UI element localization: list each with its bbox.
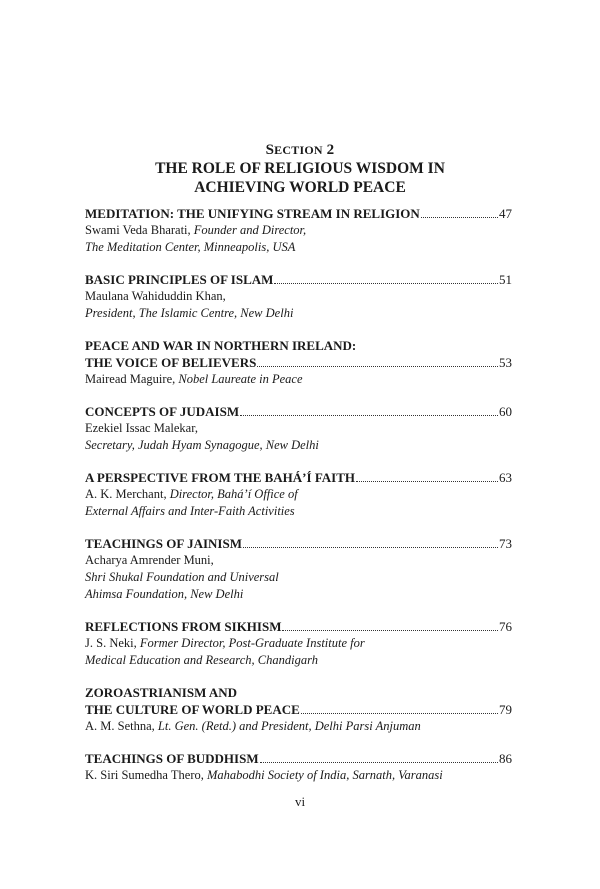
author-affiliation: Shri Shukal Foundation and Universal (85, 570, 279, 584)
toc-entry[interactable] (85, 750, 512, 784)
entry-page-number: 51 (499, 272, 512, 287)
toc-entry[interactable] (85, 271, 512, 322)
entry-page-number: 76 (499, 619, 512, 634)
entry-page-number: 73 (499, 536, 512, 551)
author-name: Maulana Wahiduddin Khan, (85, 289, 226, 303)
author-name: A. K. Merchant, (85, 487, 170, 501)
author-affiliation: Lt. Gen. (Retd.) and President, Delhi Parsi Anjuman (157, 719, 421, 733)
dot-leader (260, 762, 498, 763)
entry-author-line (85, 569, 512, 586)
dot-leader (282, 630, 498, 631)
entry-title-first-line: ZOROASTRIANISM AND (85, 685, 238, 700)
entry-title-line (85, 271, 512, 288)
dot-leader (240, 415, 498, 416)
dot-leader (243, 547, 498, 548)
entry-author-line (85, 222, 512, 239)
entry-title: MEDITATION: THE UNIFYING STREAM IN RELIGION (85, 206, 420, 221)
page-number: vi (294, 794, 306, 809)
section-label (0, 142, 600, 159)
author-affiliation: President, The Islamic Centre, New Delhi (85, 306, 294, 320)
author-affiliation: Director, Bahá’í Office of (169, 487, 298, 501)
section-title-line-2: ACHIEVING WORLD PEACE (194, 179, 406, 196)
section-header (0, 142, 600, 197)
entry-author-line (85, 437, 512, 454)
entry-author-line (85, 635, 512, 652)
entry-title-first-line: PEACE AND WAR IN NORTHERN IRELAND: (85, 338, 357, 353)
entry-title-line (85, 354, 512, 371)
entry-author-line (85, 486, 512, 503)
entry-page-number: 79 (499, 702, 512, 717)
entry-author-line (85, 503, 512, 520)
entry-title: THE VOICE OF BELIEVERS (85, 355, 257, 370)
toc-entry[interactable] (85, 205, 512, 256)
entry-title: TEACHINGS OF BUDDHISM (85, 751, 259, 766)
section-label-number: 2 (326, 142, 335, 158)
section-label-rest: ECTION (274, 143, 323, 157)
dot-leader (274, 283, 498, 284)
entry-title-line (85, 469, 512, 486)
dot-leader (356, 481, 498, 482)
entry-author-line (85, 420, 512, 437)
entry-title: BASIC PRINCIPLES OF ISLAM (85, 272, 274, 287)
author-name: Ezekiel Issac Malekar, (85, 421, 198, 435)
entry-title-line (85, 750, 512, 767)
entry-title-line (85, 618, 512, 635)
entry-title: TEACHINGS OF JAINISM (85, 536, 242, 551)
author-affiliation: Ahimsa Foundation, New Delhi (85, 587, 244, 601)
entry-title: CONCEPTS OF JUDAISM (85, 404, 240, 419)
toc-entry[interactable] (85, 403, 512, 454)
entry-author-line (85, 652, 512, 669)
toc-entry[interactable] (85, 337, 512, 388)
entry-author-line (85, 552, 512, 569)
dot-leader (301, 713, 498, 714)
author-name: A. M. Sethna, (85, 719, 158, 733)
entry-title: A PERSPECTIVE FROM THE BAHÁ’Í FAITH (85, 470, 356, 485)
entry-page-number: 60 (499, 404, 512, 419)
toc-entry[interactable] (85, 535, 512, 603)
author-name: K. Siri Sumedha Thero, (85, 768, 207, 782)
author-affiliation: Secretary, Judah Hyam Synagogue, New Delhi (85, 438, 319, 452)
entry-title-line (85, 535, 512, 552)
author-affiliation: Former Director, Post-Graduate Institute for (139, 636, 365, 650)
toc-entry[interactable] (85, 618, 512, 669)
entry-title-line (85, 205, 512, 222)
author-affiliation: Founder and Director, (193, 223, 307, 237)
author-affiliation: Mahabodhi Society of India, Sarnath, Varanasi (206, 768, 443, 782)
entry-author-line (85, 767, 512, 784)
dot-leader (257, 366, 498, 367)
author-affiliation: Medical Education and Research, Chandigarh (85, 653, 318, 667)
entry-title: THE CULTURE OF WORLD PEACE (85, 702, 300, 717)
entry-author-line (85, 371, 512, 388)
entry-author-line (85, 718, 512, 735)
entry-page-number: 86 (499, 751, 512, 766)
entry-title-line (85, 701, 512, 718)
author-name: Swami Veda Bharati, (85, 223, 194, 237)
toc-entry[interactable] (85, 469, 512, 520)
author-name: J. S. Neki, (85, 636, 140, 650)
toc-entry[interactable] (85, 684, 512, 735)
entry-page-number: 47 (499, 206, 512, 221)
author-affiliation: The Meditation Center, Minneapolis, USA (85, 240, 296, 254)
author-affiliation: Nobel Laureate in Peace (178, 372, 303, 386)
entry-page-number: 63 (499, 470, 512, 485)
table-of-contents (85, 205, 512, 799)
entry-page-number: 53 (499, 355, 512, 370)
section-label-initial: S (265, 142, 275, 158)
entry-author-line (85, 288, 512, 305)
section-title-line-1: THE ROLE OF RELIGIOUS WISDOM IN (155, 160, 445, 177)
entry-title: REFLECTIONS FROM SIKHISM (85, 619, 282, 634)
entry-author-line (85, 305, 512, 322)
entry-title-line (85, 403, 512, 420)
author-name: Mairead Maguire, (85, 372, 179, 386)
entry-author-line (85, 239, 512, 256)
author-name: Acharya Amrender Muni, (85, 553, 214, 567)
dot-leader (421, 217, 498, 218)
author-affiliation: External Affairs and Inter-Faith Activities (85, 504, 295, 518)
entry-author-line (85, 586, 512, 603)
